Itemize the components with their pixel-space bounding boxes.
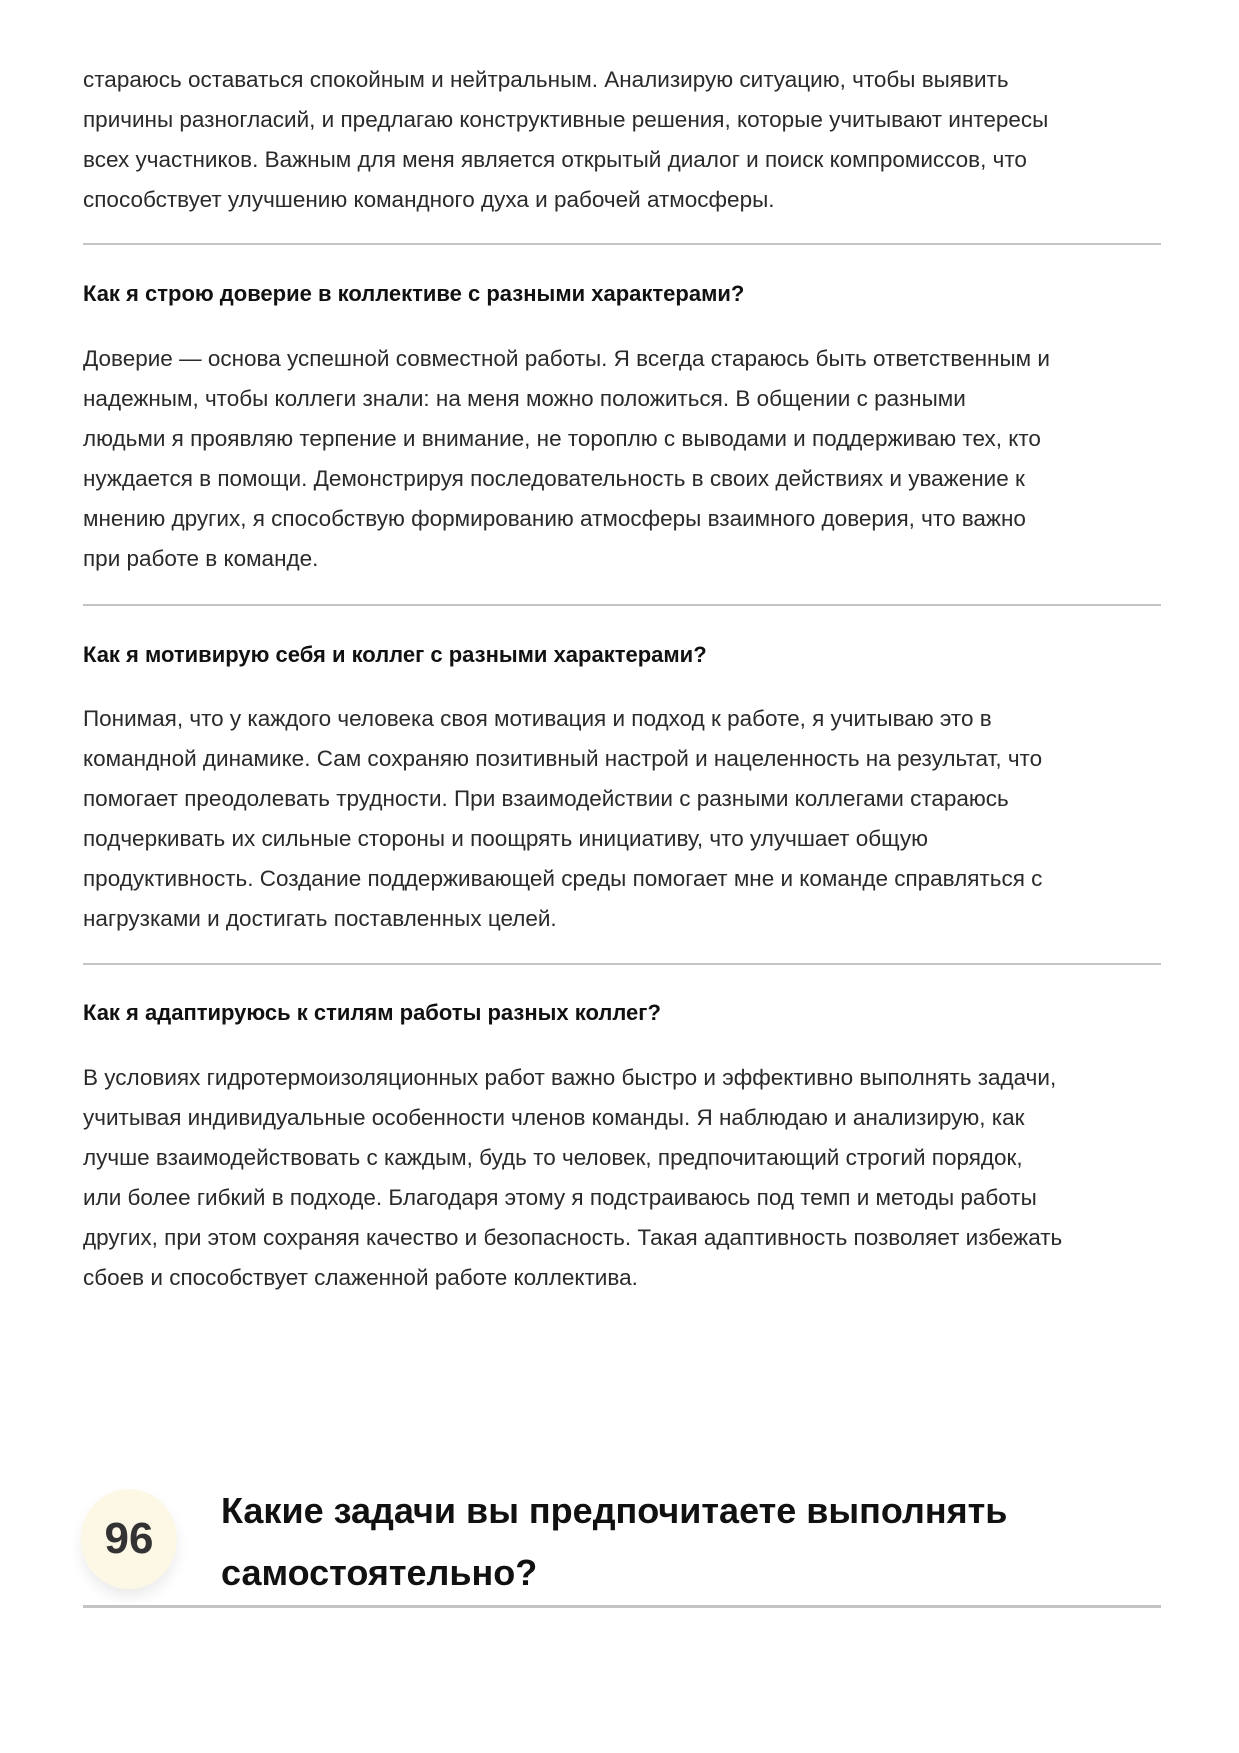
divider [83, 604, 1161, 606]
text-line: командной динамике. Сам сохраняю позитивный настрой и нацеленность на результат, что [83, 746, 1043, 771]
paragraph-trust [83, 339, 1161, 579]
text-line: помогает преодолевать трудности. При взаимодействии с разными коллегами стараюсь [83, 786, 1009, 811]
section-heading-adaptation: Как я адаптируюсь к стилям работы разных коллег? [83, 1000, 661, 1025]
divider [83, 243, 1161, 245]
paragraph-motivation [83, 699, 1161, 939]
text-line: нагрузками и достигать поставленных целей. [83, 906, 557, 931]
text-line: Понимая, что у каждого человека своя мотивация и подход к работе, я учитываю это в [83, 706, 992, 731]
text-line: людьми я проявляю терпение и внимание, не тороплю с выводами и поддерживаю тех, кто [83, 426, 1041, 451]
text-line: всех участников. Важным для меня является открытый диалог и поиск компромиссов, что [83, 147, 1027, 172]
text-line: Доверие — основа успешной совместной работы. Я всегда стараюсь быть ответственным и [83, 346, 1050, 371]
text-line: при работе в команде. [83, 546, 319, 571]
section-heading-trust: Как я строю доверие в коллективе с разными характерами? [83, 281, 745, 306]
question-number-badge: 96 [81, 1489, 177, 1589]
paragraph-intro [83, 60, 1161, 220]
text-line: способствует улучшению командного духа и рабочей атмосферы. [83, 187, 775, 212]
text-line: мнению других, я способствую формированию атмосферы взаимного доверия, что важно [83, 506, 1026, 531]
text-line: или более гибкий в подходе. Благодаря этому я подстраиваюсь под темп и методы работы [83, 1185, 1037, 1210]
question-title-line: Какие задачи вы предпочитаете выполнять [221, 1490, 1008, 1531]
text-line: учитывая индивидуальные особенности членов команды. Я наблюдаю и анализирую, как [83, 1105, 1025, 1130]
text-line: продуктивность. Создание поддерживающей среды помогает мне и команде справляться с [83, 866, 1043, 891]
divider [83, 963, 1161, 965]
text-line: В условиях гидротермоизоляционных работ важно быстро и эффективно выполнять задачи, [83, 1065, 1057, 1090]
question-title-line: самостоятельно? [221, 1552, 538, 1593]
text-line: нуждается в помощи. Демонстрируя последовательность в своих действиях и уважение к [83, 466, 1025, 491]
text-line: подчеркивать их сильные стороны и поощрять инициативу, что улучшает общую [83, 826, 928, 851]
question-title [221, 1480, 1007, 1604]
text-line: стараюсь оставаться спокойным и нейтральным. Анализирую ситуацию, чтобы выявить [83, 67, 1009, 92]
paragraph-adaptation [83, 1058, 1161, 1298]
section-heading-motivation: Как я мотивирую себя и коллег с разными характерами? [83, 642, 707, 667]
text-line: причины разногласий, и предлагаю конструктивные решения, которые учитывают интересы [83, 107, 1049, 132]
divider [83, 1605, 1161, 1608]
text-line: надежным, чтобы коллеги знали: на меня можно положиться. В общении с разными [83, 386, 966, 411]
text-line: сбоев и способствует слаженной работе коллектива. [83, 1265, 638, 1290]
text-line: лучше взаимодействовать с каждым, будь то человек, предпочитающий строгий порядок, [83, 1145, 1023, 1170]
text-line: других, при этом сохраняя качество и безопасность. Такая адаптивность позволяет избежать [83, 1225, 1063, 1250]
